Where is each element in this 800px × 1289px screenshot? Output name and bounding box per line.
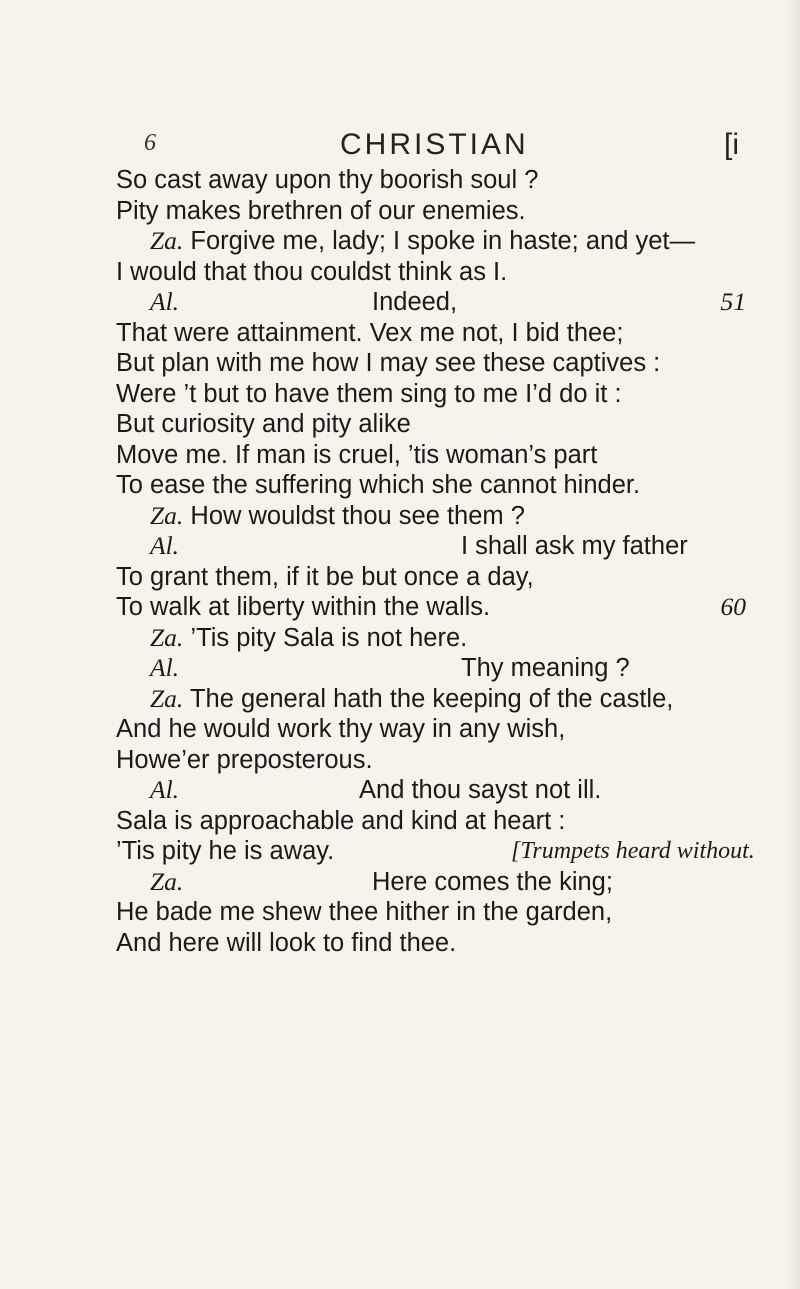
speaker-name: Al. <box>150 775 180 804</box>
verse-line <box>116 623 746 654</box>
line-text: Thy meaning ? <box>461 654 630 682</box>
line-text: So cast away upon thy boorish soul ? <box>116 166 539 194</box>
verse-line <box>116 897 746 928</box>
verse-line <box>116 348 746 379</box>
line-text: To ease the suffering which she cannot hinder. <box>116 471 641 499</box>
speaker-name: Za. <box>150 226 184 255</box>
line-text: I would that thou couldst think as I. <box>116 257 508 286</box>
page-header <box>140 128 740 168</box>
line-text: Were ’t but to have them sing to me I’d do it : <box>116 379 622 408</box>
line-text: Pity makes brethren of our enemies. <box>116 196 526 225</box>
line-text: ’Tis pity he is away. <box>116 837 335 865</box>
verse-line <box>116 226 746 257</box>
verse-line <box>116 531 746 562</box>
verse-line <box>116 501 746 532</box>
line-text: And here will look to find thee. <box>116 928 457 957</box>
line-text: I shall ask my father <box>461 532 688 560</box>
verse-line <box>116 928 746 959</box>
line-text: And he would work thy way in any wish, <box>116 715 566 743</box>
speaker-name: Za. <box>150 683 184 713</box>
verse-line <box>116 653 746 684</box>
page-edge <box>786 0 800 1289</box>
line-text: But plan with me how I may see these captives : <box>116 349 661 377</box>
line-text: Move me. If man is cruel, ’tis woman’s part <box>116 440 598 469</box>
line-text: How wouldst thou see them ? <box>190 501 525 530</box>
running-title: CHRISTIAN <box>340 128 529 161</box>
page-number: 6 <box>144 130 156 156</box>
verse-line <box>116 409 746 440</box>
line-text: The general hath the keeping of the castle, <box>189 684 674 713</box>
speaker-name: Za. <box>150 622 184 652</box>
line-text: Forgive me, lady; I spoke in haste; and yet— <box>190 227 695 255</box>
verse-line <box>116 836 755 867</box>
verse-line <box>116 470 746 501</box>
line-text: To grant them, if it be but once a day, <box>116 562 534 591</box>
stage-direction: [Trumpets heard without. <box>511 838 755 864</box>
verse-line <box>116 684 746 715</box>
line-text: But curiosity and pity alike <box>116 410 411 438</box>
line-number: 60 <box>720 592 746 621</box>
line-text: Here comes the king; <box>372 867 613 896</box>
verse-line <box>116 562 746 593</box>
verse-line <box>116 745 746 776</box>
line-text: Howe’er preposterous. <box>116 745 373 774</box>
line-text: That were attainment. Vex me not, I bid thee; <box>116 318 624 347</box>
verse-line <box>116 867 746 898</box>
line-text: He bade me shew thee hither in the garden, <box>116 898 613 926</box>
speaker-name: Za. <box>150 500 184 530</box>
verse-line <box>116 440 746 471</box>
speaker-name: Al. <box>150 531 180 560</box>
speaker-name: Al. <box>150 653 180 682</box>
verse-line <box>116 165 746 196</box>
speaker-name: Al. <box>150 287 180 316</box>
act-marker: [i <box>724 128 739 161</box>
verse-line <box>116 714 746 745</box>
verse-line <box>116 806 746 837</box>
line-text: Sala is approachable and kind at heart : <box>116 806 566 835</box>
verse-line <box>116 379 746 410</box>
verse-line <box>116 775 746 806</box>
verse-line <box>116 196 746 227</box>
verse-line <box>116 257 746 288</box>
verse-text <box>116 165 755 958</box>
verse-line <box>116 318 746 349</box>
verse-line <box>116 287 746 318</box>
line-text: To walk at liberty within the walls. <box>116 593 491 621</box>
line-number: 51 <box>720 287 746 316</box>
line-text: ’Tis pity Sala is not here. <box>190 623 468 652</box>
line-text: And thou sayst not ill. <box>359 776 602 804</box>
speaker-name: Za. <box>150 866 184 896</box>
line-text: Indeed, <box>372 288 458 316</box>
verse-line <box>116 592 746 623</box>
